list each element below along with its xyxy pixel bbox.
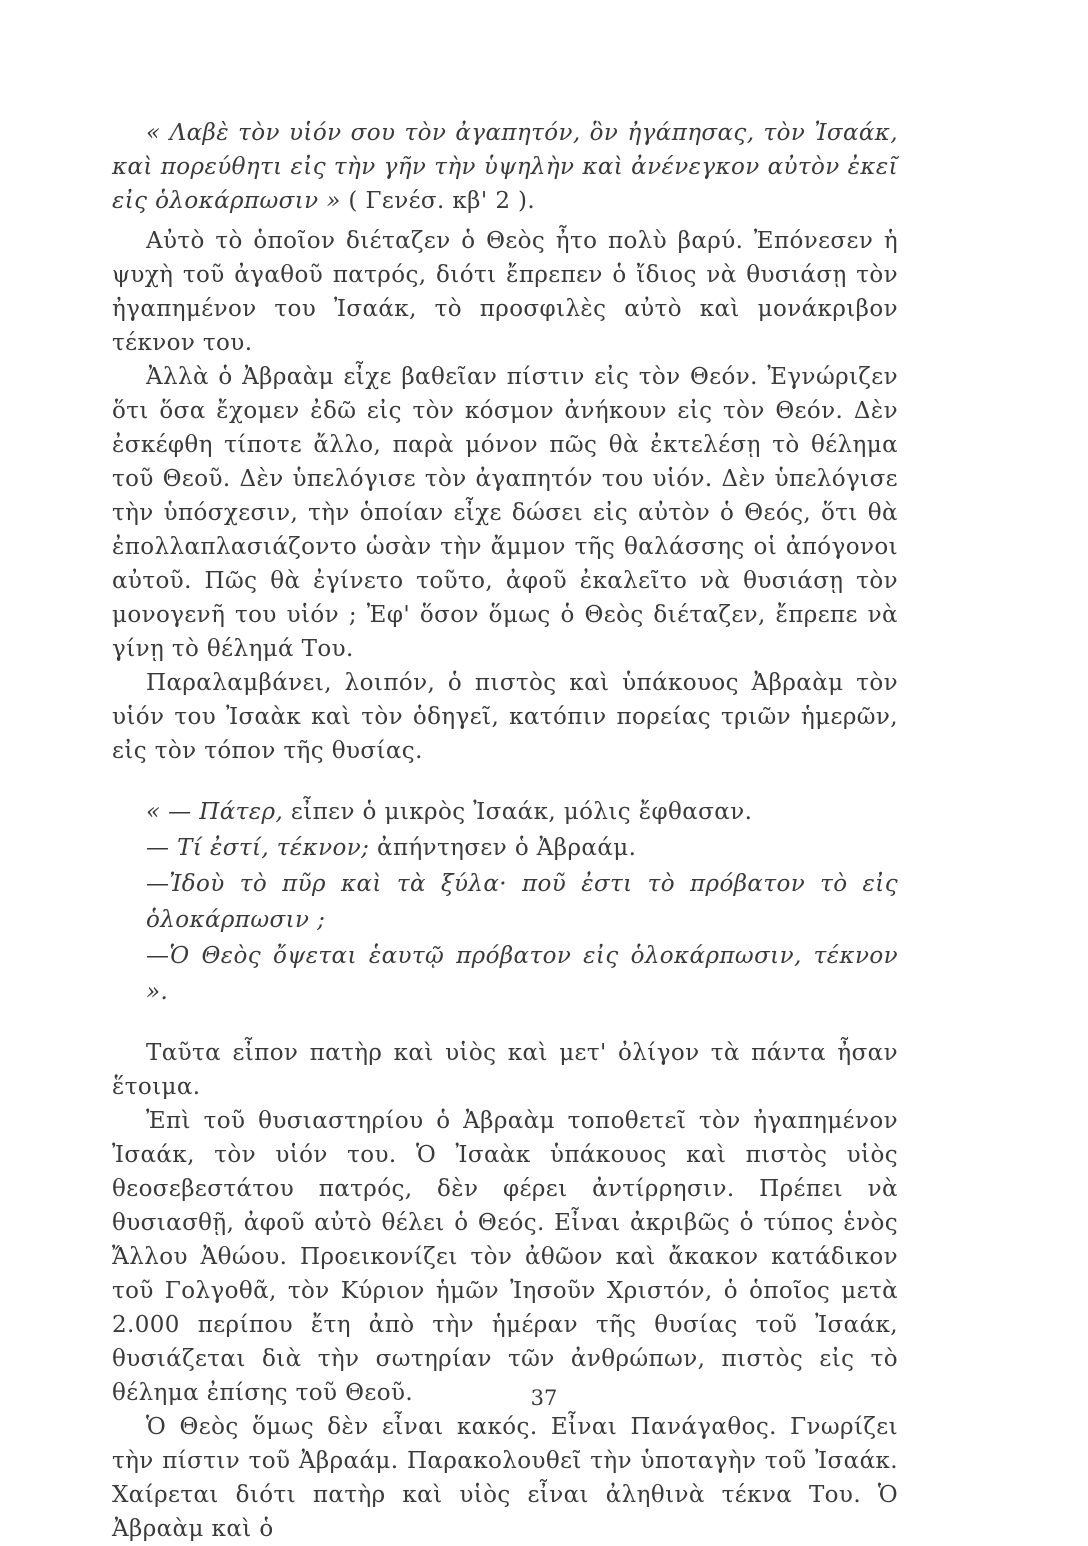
- dialogue-narration: εἶπεν ὁ μικρὸς Ἰσαάκ, μόλις ἔφθασαν.: [283, 799, 753, 825]
- dialogue-line: [112, 866, 898, 938]
- quote-reference: ( Γενέσ. κβ' 2 ).: [340, 188, 536, 214]
- dialogue-speech: —Ἰδοὺ τὸ πῦρ καὶ τὰ ξύλα· ποῦ ἐστι τὸ πρόβατον τὸ εἰς ὁλοκάρπωσιν ;: [146, 871, 898, 933]
- opening-scripture-quote: [112, 116, 898, 218]
- paragraph: Παραλαμβάνει, λοιπόν, ὁ πιστὸς καὶ ὑπάκουος Ἀβραὰμ τὸν υἱόν του Ἰσαὰκ καὶ τὸν ὁδηγεῖ, κατόπιν πορείας τριῶν ἡμερῶν, εἰς τὸν τόπον τῆς θυσίας.: [112, 670, 898, 764]
- dialogue-line: [112, 794, 898, 830]
- page-body: [112, 116, 898, 1546]
- paragraph: Ὁ Θεὸς ὅμως δὲν εἶναι κακός. Εἶναι Πανάγαθος. Γνωρίζει τὴν πίστιν τοῦ Ἀβραάμ. Παρακολουθεῖ τὴν ὑποταγὴν τοῦ Ἰσαάκ. Χαίρεται διότι πατὴρ καὶ υἱὸς εἶναι ἀληθινὰ τέκνα Του. Ὁ Ἀβραὰμ καὶ ὁ: [112, 1414, 898, 1542]
- page-number: 37: [530, 1386, 558, 1410]
- paragraph: Ταῦτα εἶπον πατὴρ καὶ υἱὸς καὶ μετ' ὀλίγον τὰ πάντα ἦσαν ἕτοιμα.: [112, 1040, 898, 1100]
- dialogue-line: [112, 938, 898, 1010]
- paragraph: Ἐπὶ τοῦ θυσιαστηρίου ὁ Ἀβραὰμ τοποθετεῖ τὸν ἠγαπημένον Ἰσαάκ, τὸν υἱόν του. Ὁ Ἰσαὰκ ὑπάκουος καὶ πιστὸς υἱὸς θεοσεβεστάτου πατρός, δὲν φέρει ἀντίρρησιν. Πρέπει νὰ θυσιασθῇ, ἀφοῦ αὐτὸ θέλει ὁ Θεός. Εἶναι ἀκριβῶς ὁ τύπος ἑνὸς Ἄλλου Ἀθώου. Προεικονίζει τὸν ἀθῶον καὶ ἄκακον κατάδικον τοῦ Γολγοθᾶ, τὸν Κύριον ἡμῶν Ἰησοῦν Χριστόν, ὁ ὁποῖος μετὰ 2.000 περίπου ἔτη ἀπὸ τὴν ἡμέραν τῆς θυσίας τοῦ Ἰσαάκ, θυσιάζεται διὰ τὴν σωτηρίαν τῶν ἀνθρώπων, πιστὸς εἰς τὸ θέλημα ἐπίσης τοῦ Θεοῦ.: [112, 1108, 898, 1406]
- dialogue-speech: —Ὁ Θεὸς ὄψεται ἑαυτῷ πρόβατον εἰς ὁλοκάρπωσιν, τέκνον ».: [146, 943, 898, 1005]
- dialogue-speech: « — Πάτερ,: [146, 799, 284, 825]
- dialogue-line: [112, 830, 898, 866]
- paragraph: Ἀλλὰ ὁ Ἀβραὰμ εἶχε βαθεῖαν πίστιν εἰς τὸν Θεόν. Ἐγνώριζεν ὅτι ὅσα ἔχομεν ἐδῶ εἰς τὸν κόσμον ἀνήκουν εἰς τὸν Θεόν. Δὲν ἐσκέφθη τίποτε ἄλλο, παρὰ μόνον πῶς θὰ ἐκτελέσῃ τὸ θέλημα τοῦ Θεοῦ. Δὲν ὑπελόγισε τὸν ἀγαπητόν του υἱόν. Δὲν ὑπελόγισε τὴν ὑπόσχεσιν, τὴν ὁποίαν εἶχε δώσει εἰς αὐτὸν ὁ Θεός, ὅτι θὰ ἐπολλαπλασιάζοντο ὡσὰν τὴν ἄμμον τῆς θαλάσσης οἱ ἀπόγονοι αὐτοῦ. Πῶς θὰ ἐγίνετο τοῦτο, ἀφοῦ ἐκαλεῖτο νὰ θυσιάσῃ τὸν μονογενῆ του υἱόν ; Ἐφ' ὅσον ὅμως ὁ Θεὸς διέταζεν, ἔπρεπε νὰ γίνῃ τὸ θέλημά Του.: [112, 364, 898, 662]
- dialogue-speech: — Τί ἐστί, τέκνον;: [146, 835, 370, 861]
- dialogue-narration: ἀπήντησεν ὁ Ἀβραάμ.: [369, 835, 637, 861]
- quote-text: « Λαβὲ τὸν υἱόν σου τὸν ἀγαπητόν, ὃν ἠγάπησας, τὸν Ἰσαάκ, καὶ πορεύθητι εἰς τὴν γῆν τὴν ὑψηλὴν καὶ ἀνένεγκον αὐτὸν ἐκεῖ εἰς ὁλοκάρπωσιν »: [112, 120, 898, 214]
- paragraph: Αὐτὸ τὸ ὁποῖον διέταζεν ὁ Θεὸς ἦτο πολὺ βαρύ. Ἐπόνεσεν ἡ ψυχὴ τοῦ ἀγαθοῦ πατρός, διότι ἔπρεπεν ὁ ἴδιος νὰ θυσιάσῃ τὸν ἠγαπημένον του Ἰσαάκ, τὸ προσφιλὲς αὐτὸ καὶ μονάκριβον τέκνον του.: [112, 228, 898, 356]
- dialogue-block: [112, 794, 898, 1010]
